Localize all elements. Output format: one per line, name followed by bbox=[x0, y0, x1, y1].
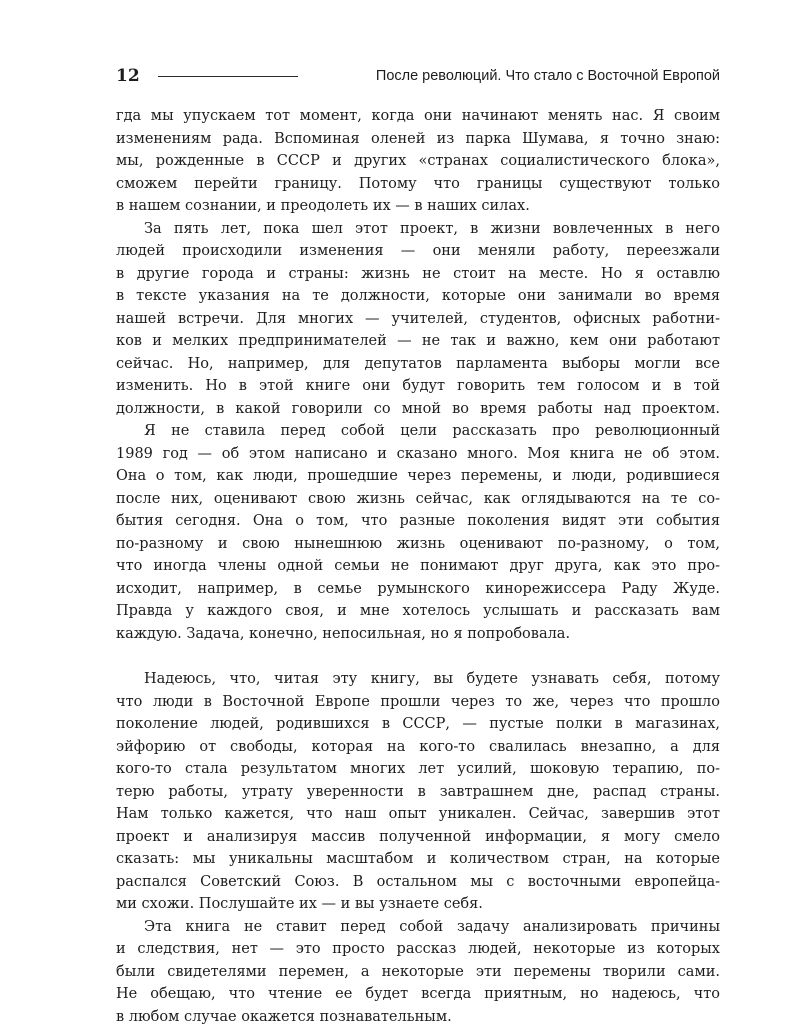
page-body bbox=[116, 105, 720, 1028]
text-line: Я не ставила перед собой цели рассказать про революционный bbox=[116, 420, 720, 443]
text-line: после них, оценивают свою жизнь сейчас, как оглядываются на те со- bbox=[116, 488, 720, 511]
text-line: ми схожи. Послушайте их — и вы узнаете себя. bbox=[116, 893, 720, 916]
text-line: что люди в Восточной Европе прошли через то же, через что прошло bbox=[116, 691, 720, 714]
text-line: должности, в какой говорили со мной во время работы над проектом. bbox=[116, 398, 720, 421]
text-line: исходит, например, в семье румынского кинорежиссера Раду Жуде. bbox=[116, 578, 720, 601]
text-line: сможем перейти границу. Потому что границы существуют только bbox=[116, 173, 720, 196]
text-line: людей происходили изменения — они меняли работу, переезжали bbox=[116, 240, 720, 263]
text-line: сказать: мы уникальны масштабом и количеством стран, на которые bbox=[116, 848, 720, 871]
text-line: 1989 год — об этом написано и сказано много. Моя книга не об этом. bbox=[116, 443, 720, 466]
section-gap bbox=[116, 645, 720, 668]
paragraph-1 bbox=[116, 105, 720, 218]
text-line: изменениям рада. Вспоминая оленей из парка Шумава, я точно знаю: bbox=[116, 128, 720, 151]
text-line: сейчас. Но, например, для депутатов парламента выборы могли все bbox=[116, 353, 720, 376]
text-line: эйфорию от свободы, которая на кого-то свалилась внезапно, а для bbox=[116, 736, 720, 759]
text-line: Она о том, как люди, прошедшие через перемены, и люди, родившиеся bbox=[116, 465, 720, 488]
page-number: 12 bbox=[116, 66, 140, 86]
text-line: ков и мелких предпринимателей — не так и важно, кем они работают bbox=[116, 330, 720, 353]
text-line: распался Советский Союз. В остальном мы с восточными европейца- bbox=[116, 871, 720, 894]
text-line: нашей встречи. Для многих — учителей, студентов, офисных работни- bbox=[116, 308, 720, 331]
header-rule bbox=[158, 76, 298, 77]
running-title: После революций. Что стало с Восточной Европой bbox=[376, 67, 720, 85]
text-line: Правда у каждого своя, и мне хотелось услышать и рассказать вам bbox=[116, 600, 720, 623]
text-line: в любом случае окажется познавательным. bbox=[116, 1006, 720, 1028]
text-line: изменить. Но в этой книге они будут говорить тем голосом и в той bbox=[116, 375, 720, 398]
paragraph-3 bbox=[116, 420, 720, 645]
text-line: терю работы, утрату уверенности в завтрашнем дне, распад страны. bbox=[116, 781, 720, 804]
text-line: по-разному и свою нынешнюю жизнь оценивают по-разному, о том, bbox=[116, 533, 720, 556]
text-line: кого-то стала результатом многих лет усилий, шоковую терапию, по- bbox=[116, 758, 720, 781]
text-line: гда мы упускаем тот момент, когда они начинают менять нас. Я своим bbox=[116, 105, 720, 128]
text-line: что иногда члены одной семьи не понимают друг друга, как это про- bbox=[116, 555, 720, 578]
text-line: мы, рожденные в СССР и других «странах социалистического блока», bbox=[116, 150, 720, 173]
text-line: в тексте указания на те должности, которые они занимали во время bbox=[116, 285, 720, 308]
text-line: Не обещаю, что чтение ее будет всегда приятным, но надеюсь, что bbox=[116, 983, 720, 1006]
text-line: бытия сегодня. Она о том, что разные поколения видят эти события bbox=[116, 510, 720, 533]
page-header bbox=[116, 64, 720, 88]
text-line: проект и анализируя массив полученной информации, я могу смело bbox=[116, 826, 720, 849]
text-line: в другие города и страны: жизнь не стоит на месте. Но я оставлю bbox=[116, 263, 720, 286]
text-line: Эта книга не ставит перед собой задачу анализировать причины bbox=[116, 916, 720, 939]
text-line: и следствия, нет — это просто рассказ людей, некоторые из которых bbox=[116, 938, 720, 961]
text-line: Надеюсь, что, читая эту книгу, вы будете узнавать себя, потому bbox=[116, 668, 720, 691]
paragraph-2 bbox=[116, 218, 720, 421]
text-line: поколение людей, родившихся в СССР, — пустые полки в магазинах, bbox=[116, 713, 720, 736]
text-line: в нашем сознании, и преодолеть их — в наших силах. bbox=[116, 195, 720, 218]
text-line: каждую. Задача, конечно, непосильная, но я попробовала. bbox=[116, 623, 720, 646]
text-line: За пять лет, пока шел этот проект, в жизни вовлеченных в него bbox=[116, 218, 720, 241]
text-line: Нам только кажется, что наш опыт уникален. Сейчас, завершив этот bbox=[116, 803, 720, 826]
paragraph-5 bbox=[116, 916, 720, 1028]
text-line: были свидетелями перемен, а некоторые эти перемены творили сами. bbox=[116, 961, 720, 984]
paragraph-4 bbox=[116, 668, 720, 916]
